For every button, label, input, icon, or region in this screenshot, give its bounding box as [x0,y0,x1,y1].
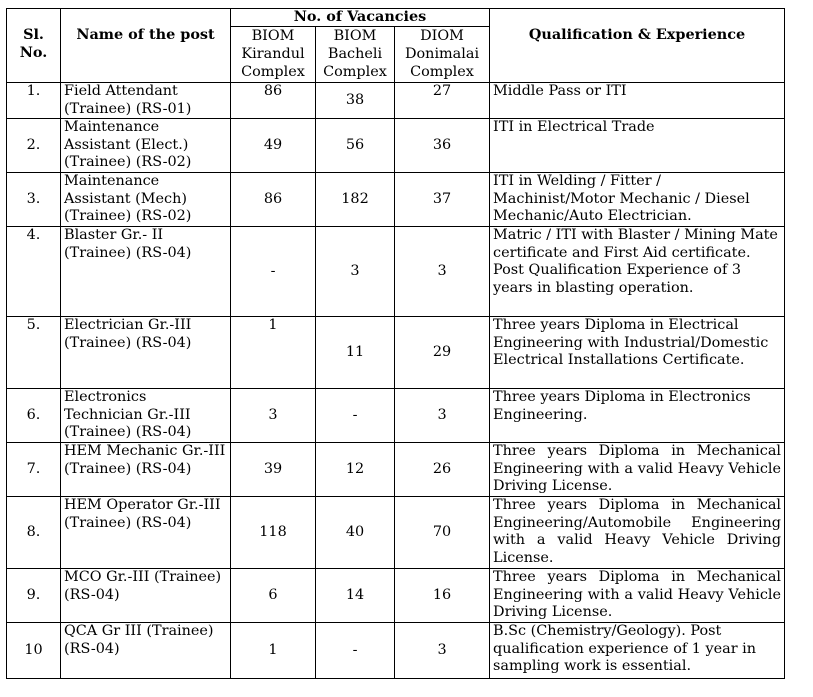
post-name-cell: QCA Gr III (Trainee) (RS-04) [61,623,231,679]
bacheli-vacancy-cell: - [316,623,395,679]
donimalai-vacancy-cell: 3 [395,389,490,443]
donimalai-vacancy-cell: 27 [395,83,490,119]
table-row [7,83,785,119]
qualification-cell: Three years Diploma in Mechanical Engineering with a valid Heavy Vehicle Driving License. [490,443,785,497]
post-name-cell: Electronics Technician Gr.-III (Trainee) (RS-04) [61,389,231,443]
kirandul-vacancy-cell: 118 [231,497,316,569]
col-header-bacheli: BIOM Bacheli Complex [316,27,395,83]
sl-no-cell: 6. [7,389,61,443]
table-row [7,317,785,389]
col-header-vacancies: No. of Vacancies [231,9,490,27]
sl-no-cell: 4. [7,227,61,317]
kirandul-vacancy-cell: 39 [231,443,316,497]
kirandul-vacancy-cell: 6 [231,569,316,623]
qualification-cell: Three years Diploma in Mechanical Engineering with a valid Heavy Vehicle Driving License. [490,569,785,623]
qualification-cell: ITI in Welding / Fitter / Machinist/Motor Mechanic / Diesel Mechanic/Auto Electrician. [490,173,785,227]
post-name-cell: HEM Mechanic Gr.-III (Trainee) (RS-04) [61,443,231,497]
post-name-cell: HEM Operator Gr.-III (Trainee) (RS-04) [61,497,231,569]
sl-no-cell: 1. [7,83,61,119]
bacheli-vacancy-cell: 38 [316,83,395,119]
table-row [7,497,785,569]
bacheli-vacancy-cell: 182 [316,173,395,227]
col-header-qualification: Qualification & Experience [490,9,785,83]
table-row [7,119,785,173]
qualification-cell: Middle Pass or ITI [490,83,785,119]
table-row [7,173,785,227]
donimalai-vacancy-cell: 3 [395,227,490,317]
col-header-donimalai: DIOM Donimalai Complex [395,27,490,83]
post-name-cell: Field Attendant (Trainee) (RS-01) [61,83,231,119]
donimalai-vacancy-cell: 29 [395,317,490,389]
col-header-kirandul: BIOM Kirandul Complex [231,27,316,83]
qualification-cell: ITI in Electrical Trade [490,119,785,173]
post-name-cell: Blaster Gr.- II (Trainee) (RS-04) [61,227,231,317]
post-name-cell: Electrician Gr.-III (Trainee) (RS-04) [61,317,231,389]
qualification-cell: Three years Diploma in Electronics Engineering. [490,389,785,443]
donimalai-vacancy-cell: 70 [395,497,490,569]
kirandul-vacancy-cell: 1 [231,317,316,389]
header-row [7,9,785,27]
bacheli-vacancy-cell: 11 [316,317,395,389]
col-header-post-name: Name of the post [61,9,231,83]
sl-no-cell: 3. [7,173,61,227]
sl-no-cell: 2. [7,119,61,173]
bacheli-vacancy-cell: 12 [316,443,395,497]
table-row [7,389,785,443]
sl-no-cell: 5. [7,317,61,389]
bacheli-vacancy-cell: 56 [316,119,395,173]
bacheli-vacancy-cell: - [316,389,395,443]
qualification-cell: B.Sc (Chemistry/Geology). Post qualification experience of 1 year in sampling work is essential. [490,623,785,679]
table-row [7,623,785,679]
post-name-cell: MCO Gr.-III (Trainee) (RS-04) [61,569,231,623]
bacheli-vacancy-cell: 14 [316,569,395,623]
sl-no-cell: 7. [7,443,61,497]
kirandul-vacancy-cell: 86 [231,83,316,119]
table-row [7,227,785,317]
table-row [7,443,785,497]
kirandul-vacancy-cell: 3 [231,389,316,443]
kirandul-vacancy-cell: 49 [231,119,316,173]
bacheli-vacancy-cell: 3 [316,227,395,317]
kirandul-vacancy-cell: - [231,227,316,317]
donimalai-vacancy-cell: 16 [395,569,490,623]
post-name-cell: Maintenance Assistant (Mech) (Trainee) (RS-02) [61,173,231,227]
donimalai-vacancy-cell: 37 [395,173,490,227]
donimalai-vacancy-cell: 3 [395,623,490,679]
sl-no-cell: 9. [7,569,61,623]
qualification-cell: Matric / ITI with Blaster / Mining Mate certificate and First Aid certificate. Post Qualification Experience of 3 years in blasting operation. [490,227,785,317]
sl-no-cell: 10 [7,623,61,679]
post-name-cell: Maintenance Assistant (Elect.) (Trainee) (RS-02) [61,119,231,173]
vacancy-table [6,8,785,679]
qualification-cell: Three years Diploma in Mechanical Engineering/Automobile Engineering with a valid Heavy Vehicle Driving License. [490,497,785,569]
donimalai-vacancy-cell: 26 [395,443,490,497]
table-row [7,569,785,623]
qualification-cell: Three years Diploma in Electrical Engineering with Industrial/Domestic Electrical Installations Certificate. [490,317,785,389]
col-header-sl-no: Sl. No. [7,9,61,83]
bacheli-vacancy-cell: 40 [316,497,395,569]
sl-no-cell: 8. [7,497,61,569]
kirandul-vacancy-cell: 1 [231,623,316,679]
kirandul-vacancy-cell: 86 [231,173,316,227]
donimalai-vacancy-cell: 36 [395,119,490,173]
